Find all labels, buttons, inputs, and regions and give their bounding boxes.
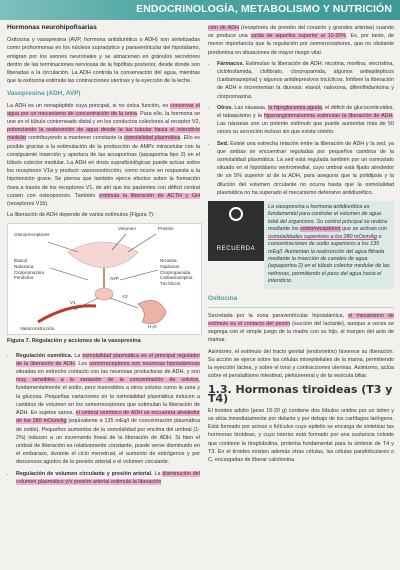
arrow-pressure [128,234,156,252]
arrow-v1 [74,298,98,310]
figure-caption: Figura 7. Regulación y acciones de la vasopresina [7,338,141,345]
highlight: osmorreceptores [300,226,341,233]
figure-intro: La liberación de ADH depende de varios estímulos (Figura 7): [7,212,155,219]
list-item: • Sed. Existe una estrecha relación entre la liberación de ADH y la sed, ya que ambas se encuentran reguladas por pequeños cambios de la osmolalidad plasmática. La sed está regulada también por un osmostato situado en el hipotálamo ventromedial, cuyo umbral está fijado alrededor de un 5% superior al de la ADH, para asegurar que la polidipsia y la dilución del volumen circulante no ocurra hasta que la osmolalidad plasmática no ha superado el mecanismo defensivo antidiurético. [217,140,394,197]
label-avp: AVP [110,276,119,282]
divider [208,307,394,308]
intro-paragraph: Oxitocina y vasopresina (AVP, hormona antidiurética o ADH) son sintetizadas como prohormonas en los núcleos supraóptico y paraventricular del hipotálamo, emigran por los axones neuronales y se almacenan en gránulos secretores dentro de las terminaciones nerviosas de la hipófisis posterior, desde donde son liberadas a la circulación. La ADH controla la conservación del agua, mientras que la oxitocina estimula las contracciones uterinas y la eyección de la leche. [7,37,200,85]
highlight: osmolalidades superiores a los 280 mOsm/kg [268,233,378,240]
highlight: la hipoglucemia aguda [268,104,322,111]
highlight: osmolalidad plasmática [124,135,181,142]
highlight: osmolalidad plasmática es el principal regulador de la liberación de ADH [16,352,200,367]
arrow-osmo [48,242,78,252]
recuerda-badge: RECUERDA [208,201,264,261]
highlight: caída de aquellos superior al 10-20% [250,33,347,40]
section-title: Hormonas neurohipofisarias [7,24,97,31]
label-h2o: H₂O [148,324,157,330]
highlight: ción de ADH [208,25,239,31]
thyroid-section-title: 1.3. Hormonas tiroideas (T3 y T4) [208,383,393,405]
label-vasoconstriction: Vasoconstricción [20,326,55,332]
label-stimulators: Nicotina Opiáceos Clorpropamida Carbamazepina Tricíclicos [160,258,193,286]
label-pressure: Presión [158,226,174,232]
highlight: estimula la liberación de ACTH y GH [99,192,201,199]
highlight: disminución del volumen plasmático y/o presión arterial estimula la liberación [16,470,200,485]
oxytocin-title: Oxitocina [208,294,238,302]
highlight: potenciando la reabsorción de agua desde la luz tubular hacia el intersticio medular [7,127,200,142]
highlight: osmorreceptores son neuronas hipotalámicas [89,360,200,367]
regulation-list [7,352,200,486]
hypothalamus-shape [68,242,138,268]
vasopressin-figure [7,223,202,335]
highlight: conservar el agua por un mecanismo de concentración de la orina [7,102,200,117]
vessel-v1 [38,306,96,322]
continued-paragraph: ción de ADH (receptores de presión del corazón y grandes arterias) cuando se produce una caída de aquellos superior al 10-20%. Es, por tanto, de menor importancia que la regulación por osmorreceptores, que no obstante predomina en situaciones de mayor riesgo vital. [208,25,394,56]
list-item: • Regulación osmótica. La osmolalidad plasmática es el principal regulador de la liberación de ADH. Los osmorreceptores son neuronas hipotalámicas situadas en estrecho contacto con las neuronas productoras de ADH, y son muy sensibles a la variación de la concentración de solutos, fundamentalmente el sodio, pero insensibles a otros solutos como la urea y la glucosa. Pequeñas variaciones en la osmolalidad plasmática inducen a cambios de volumen en los osmorreceptores que estimulan la liberación de ADH. En sujetos sanos, el umbral osmótico de ADH se encuentra alrededor de los 280 mOsm/kg (equivalente a 135 mEq/l de concentración plasmática de sodio). Pequeños aumentos de la osmolalidad por encima del umbral (1-2%) inducen a un incremento lineal de la liberación de ADH. Si bien el umbral de liberación es relativamente constante, puede verse disminuido en el embarazo, durante el ciclo menstrual, el aumento de estrógenos y por descensos agudos de la presión arterial o el volumen circulante. [16,352,200,467]
highlight: hiperangiotensinemia estimulan la liberación de ADH [263,113,393,120]
highlight: el mecanismo de estímulo es el contacto del pezón [208,312,395,327]
right-column [208,24,394,467]
label-volume: Volumen [118,226,136,232]
header-title: ENDOCRINOLOGÍA, METABOLISMO Y NUTRICIÓN [136,3,392,15]
page-header [0,0,400,20]
recuerda-text: La vasopresina u hormona antidiurética es fundamental para controlar el volumen de agua total del organismo. Su control principal se realiza mediante los osmorreceptores que se activan con osmolalidades superiores a los 280 mOsm/kg o concentraciones de sodio superiores a los 135 mEq/l. Aumentan la reabsorción del agua filtrada mediante la inserción de canales de agua (aquaporina 2) en el túbulo colector medular de las nefronas, permitiendo el paso del agua hacia el intersticio. [264,201,394,288]
label-osmoreceptors: Osmorreceptores [14,232,50,238]
oxytocin-paragraph-2: Asimismo, el estímulo del tracto genital (endometrio) favorece su liberación. Su acción se ejerce sobre las células mioepiteliales de la mama, permitiendo la eyección láctea, y sobre el tono y contracciones uterinas. Asimismo, actúa sobre el peristaltismo intestinal, pielourereral y de la vesícula biliar. [208,348,394,380]
adh-paragraph: La ADH es un nonapéptido cuya principal, si no única función, es conservar el agua por un mecanismo de concentración de la orina. Para ello, la hormona se une en el túbulo contorneado distal y en los conductos colectores al receptor V2, potenciando la reabsorción de agua desde la luz tubular hacia el intersticio medular contribuyendo a mantener constante la osmolalidad plasmática. Ello es posible gracias a la estimulación de la producción de AMPc intracelular con la consiguiente inserción y apertura de las acuaporinas (aquaporina tipo 2) en el túbulo colector medular. La ADH en dosis suprafisiológicas puede actuar sobre los receptores V1a y producir vasoconstricción, como ocurre en respuesta a la hipotensión grave. Se piensa que también ejerce efectos sobre la formación ósea a través de los receptores V1, de ahí que los pacientes con déficit central cursen con osteoporosis. También estimula la liberación de ACTH y GH (receptores V1b). [7,102,201,208]
factors-list [208,60,394,197]
recuerda-box [208,201,394,288]
label-v2: V2 [122,294,128,300]
subsection-title: Vasopresina (ADH, AVP) [7,90,81,98]
left-column [7,24,200,489]
oxytocin-paragraph: Secretada por la zona paraventricular hipotalámica, el mecanismo de estímulo es el contacto del pezón (succión del lactante), aunque a veces se segrega con el simple juego de la madre con su hijo, al margen del acto de mamar. [208,312,395,344]
list-item: • Regulación de volumen circulante y presión arterial. La disminución del volumen plasmático y/o presión arterial estimula la liberación [16,470,200,486]
list-item: • Otros. Las náuseas, la hipoglucemia aguda, el déficit de glucocorticoides, el tabaquismo y la hiperangiotensinemia estimulan la liberación de ADH. Las náuseas son un potente estímulo que puede aumentar más de 50 veces su secreción incluso sin que exista vómito. [217,104,394,137]
label-v1: V1 [70,300,76,306]
highlight: muy sensibles a la variación de la concentración de solutos [16,377,199,384]
label-inhibitors: Etanol Naloxona Clorpromazina Fenitoína [14,258,44,281]
kidney-shape [138,301,166,324]
list-item: • Fármacos. Estimulan la liberación de ADH: nicotina, morfina, vincristina, ciclofosfamida, clofibrato, clorpropamida, algunos antiepilépticos (carbamazepina) y algunos antidepresivos tricíclicos. Inhiben la liberación de ADH e incrementan la diuresis: etanol, naloxona, difenilhidantoína y clorpromazina. [217,60,394,101]
arrow-inhibitors [50,268,88,280]
arrow-stimulators [120,270,158,280]
highlight: el umbral osmótico de ADH se encuentra alrededor de los 280 mOsm/kg [16,410,200,425]
pin-icon [229,207,243,221]
thyroid-paragraph: El tiroides adulto (peso 15-20 g) contiene dos lóbulos unidos por un istmo y se sitúa inmediatamente por delante y por debajo de los cartílagos laríngeos. Está formado por acinos o folículos cuyo epitelio se encarga de sintetizar las hormonas tiroideas, y cuyo interior está formado por una sustancia coloide que contiene la tiroglobulina, proteína fundamental para la síntesis de T4 y T3. En el tiroides existen además otras células, las células parafoliculares o C, encargadas de liberar calcitonina. [208,407,394,463]
